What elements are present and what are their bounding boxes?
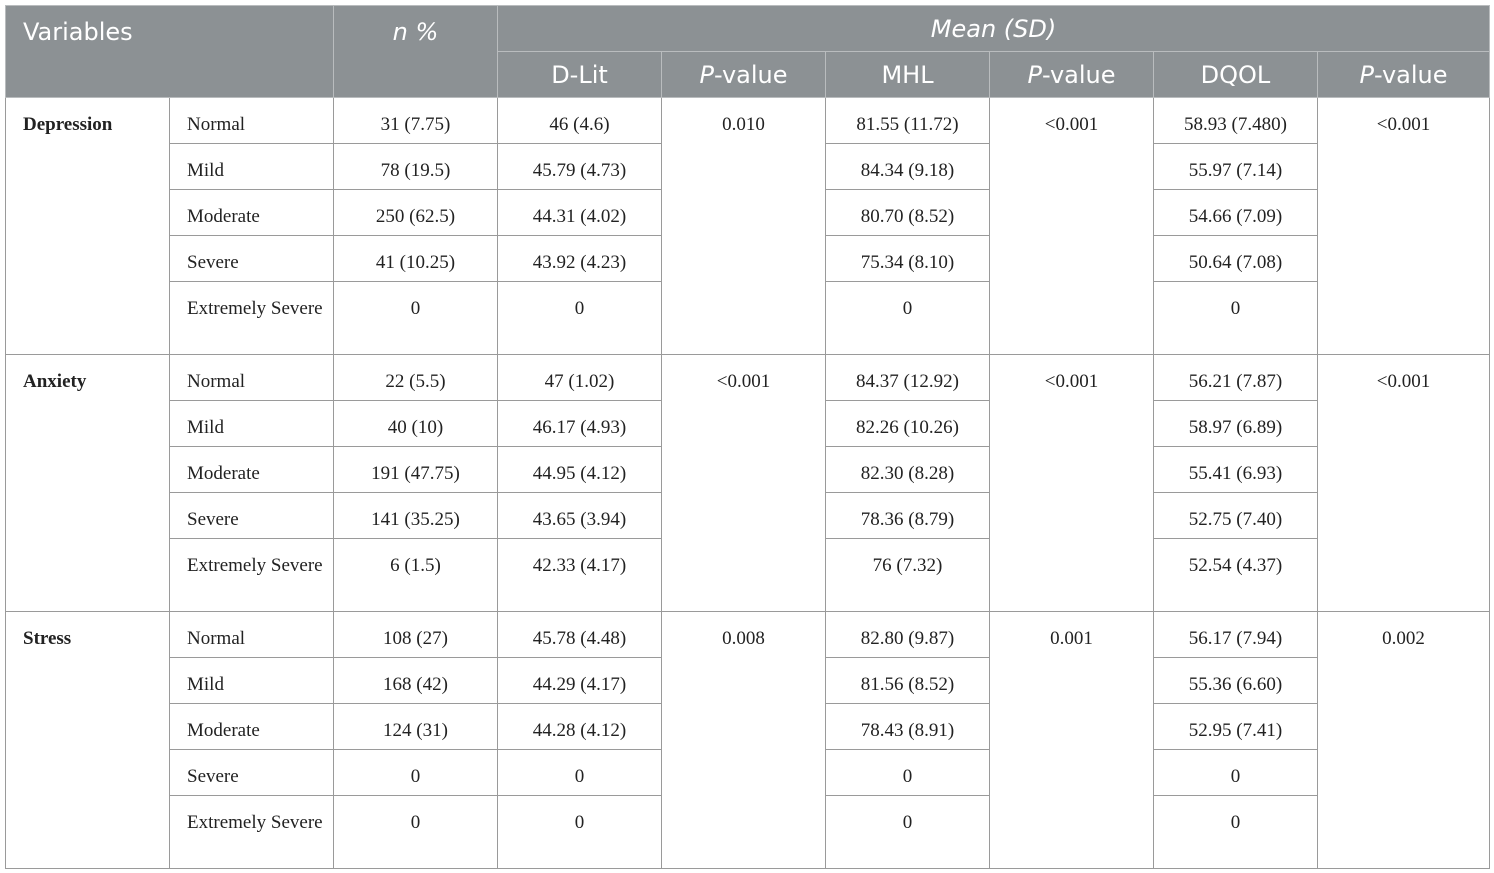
dqol-cell: 54.66 (7.09) bbox=[1154, 190, 1318, 236]
n-percent-label: n % bbox=[392, 18, 439, 46]
group-label-anxiety: Anxiety bbox=[6, 355, 170, 612]
variables-header: Variables bbox=[6, 6, 334, 98]
p-suffix: -value bbox=[1373, 60, 1448, 89]
mhl-cell: 82.80 (9.87) bbox=[826, 612, 990, 658]
table-row bbox=[6, 98, 1490, 144]
mhl-cell: 78.36 (8.79) bbox=[826, 493, 990, 539]
dqol-cell: 0 bbox=[1154, 796, 1318, 869]
n-cell: 191 (47.75) bbox=[334, 447, 498, 493]
mhl-cell: 81.55 (11.72) bbox=[826, 98, 990, 144]
mhl-cell: 0 bbox=[826, 750, 990, 796]
n-cell: 250 (62.5) bbox=[334, 190, 498, 236]
n-cell: 78 (19.5) bbox=[334, 144, 498, 190]
dqol-cell: 58.93 (7.480) bbox=[1154, 98, 1318, 144]
n-cell: 40 (10) bbox=[334, 401, 498, 447]
p-letter: P bbox=[1359, 60, 1374, 89]
mhl-cell: 78.43 (8.91) bbox=[826, 704, 990, 750]
level-cell: Severe bbox=[170, 750, 334, 796]
mhl-cell: 0 bbox=[826, 282, 990, 355]
p-value-mhl-cell: 0.001 bbox=[990, 612, 1154, 869]
p-value-dqol-cell: 0.002 bbox=[1318, 612, 1490, 869]
dlit-cell: 43.65 (3.94) bbox=[498, 493, 662, 539]
p-letter: P bbox=[1027, 60, 1042, 89]
level-cell: Severe bbox=[170, 236, 334, 282]
level-cell: Mild bbox=[170, 658, 334, 704]
dlit-cell: 46.17 (4.93) bbox=[498, 401, 662, 447]
dqol-cell: 55.97 (7.14) bbox=[1154, 144, 1318, 190]
level-cell: Normal bbox=[170, 355, 334, 401]
dlit-cell: 43.92 (4.23) bbox=[498, 236, 662, 282]
p-value-dlit-cell: <0.001 bbox=[662, 355, 826, 612]
table-row bbox=[6, 612, 1490, 658]
dlit-cell: 47 (1.02) bbox=[498, 355, 662, 401]
dqol-cell: 50.64 (7.08) bbox=[1154, 236, 1318, 282]
group-label-stress: Stress bbox=[6, 612, 170, 869]
p-value-mhl-cell: <0.001 bbox=[990, 98, 1154, 355]
table-row bbox=[6, 355, 1490, 401]
n-cell: 31 (7.75) bbox=[334, 98, 498, 144]
mhl-cell: 80.70 (8.52) bbox=[826, 190, 990, 236]
dqol-cell: 52.54 (4.37) bbox=[1154, 539, 1318, 612]
level-cell: Mild bbox=[170, 144, 334, 190]
mean-sd-label: Mean (SD) bbox=[930, 14, 1057, 43]
level-cell: Normal bbox=[170, 98, 334, 144]
dlit-cell: 0 bbox=[498, 282, 662, 355]
mhl-cell: 82.30 (8.28) bbox=[826, 447, 990, 493]
dqol-cell: 0 bbox=[1154, 282, 1318, 355]
dlit-cell: 45.78 (4.48) bbox=[498, 612, 662, 658]
dlit-cell: 46 (4.6) bbox=[498, 98, 662, 144]
n-cell: 141 (35.25) bbox=[334, 493, 498, 539]
mhl-header: MHL bbox=[826, 52, 990, 98]
level-cell: Normal bbox=[170, 612, 334, 658]
results-table bbox=[5, 5, 1490, 869]
p-suffix: -value bbox=[1041, 60, 1116, 89]
dlit-cell: 44.95 (4.12) bbox=[498, 447, 662, 493]
mhl-cell: 76 (7.32) bbox=[826, 539, 990, 612]
p-suffix: -value bbox=[713, 60, 788, 89]
p-value-mhl-cell: <0.001 bbox=[990, 355, 1154, 612]
level-cell: Extremely Severe bbox=[170, 282, 334, 355]
mhl-cell: 84.37 (12.92) bbox=[826, 355, 990, 401]
n-percent-header bbox=[334, 6, 498, 98]
dqol-cell: 0 bbox=[1154, 750, 1318, 796]
mean-sd-header bbox=[498, 6, 1490, 52]
p-value-header-dqol bbox=[1318, 52, 1490, 98]
dlit-cell: 44.31 (4.02) bbox=[498, 190, 662, 236]
level-cell: Extremely Severe bbox=[170, 796, 334, 869]
dqol-cell: 56.21 (7.87) bbox=[1154, 355, 1318, 401]
level-cell: Moderate bbox=[170, 447, 334, 493]
n-cell: 6 (1.5) bbox=[334, 539, 498, 612]
p-value-dlit-cell: 0.008 bbox=[662, 612, 826, 869]
p-value-dqol-cell: <0.001 bbox=[1318, 98, 1490, 355]
p-value-dlit-cell: 0.010 bbox=[662, 98, 826, 355]
level-cell: Moderate bbox=[170, 190, 334, 236]
n-cell: 22 (5.5) bbox=[334, 355, 498, 401]
n-cell: 41 (10.25) bbox=[334, 236, 498, 282]
header-row-1 bbox=[6, 6, 1490, 52]
dqol-cell: 55.36 (6.60) bbox=[1154, 658, 1318, 704]
dqol-cell: 52.95 (7.41) bbox=[1154, 704, 1318, 750]
level-cell: Severe bbox=[170, 493, 334, 539]
level-cell: Moderate bbox=[170, 704, 334, 750]
n-cell: 0 bbox=[334, 796, 498, 869]
p-letter: P bbox=[699, 60, 714, 89]
table-body bbox=[6, 98, 1490, 869]
p-value-dqol-cell: <0.001 bbox=[1318, 355, 1490, 612]
dlit-cell: 0 bbox=[498, 750, 662, 796]
p-value-header-dlit bbox=[662, 52, 826, 98]
table-header bbox=[6, 6, 1490, 98]
dqol-cell: 52.75 (7.40) bbox=[1154, 493, 1318, 539]
dqol-cell: 56.17 (7.94) bbox=[1154, 612, 1318, 658]
dlit-cell: 44.29 (4.17) bbox=[498, 658, 662, 704]
dlit-header: D-Lit bbox=[498, 52, 662, 98]
n-cell: 0 bbox=[334, 750, 498, 796]
n-cell: 108 (27) bbox=[334, 612, 498, 658]
n-cell: 168 (42) bbox=[334, 658, 498, 704]
dqol-cell: 55.41 (6.93) bbox=[1154, 447, 1318, 493]
mhl-cell: 82.26 (10.26) bbox=[826, 401, 990, 447]
level-cell: Mild bbox=[170, 401, 334, 447]
dqol-header: DQOL bbox=[1154, 52, 1318, 98]
dlit-cell: 44.28 (4.12) bbox=[498, 704, 662, 750]
p-value-header-mhl bbox=[990, 52, 1154, 98]
level-cell: Extremely Severe bbox=[170, 539, 334, 612]
n-cell: 0 bbox=[334, 282, 498, 355]
group-label-depression: Depression bbox=[6, 98, 170, 355]
mhl-cell: 81.56 (8.52) bbox=[826, 658, 990, 704]
mhl-cell: 75.34 (8.10) bbox=[826, 236, 990, 282]
mhl-cell: 0 bbox=[826, 796, 990, 869]
n-cell: 124 (31) bbox=[334, 704, 498, 750]
dlit-cell: 0 bbox=[498, 796, 662, 869]
dlit-cell: 42.33 (4.17) bbox=[498, 539, 662, 612]
dlit-cell: 45.79 (4.73) bbox=[498, 144, 662, 190]
mhl-cell: 84.34 (9.18) bbox=[826, 144, 990, 190]
dqol-cell: 58.97 (6.89) bbox=[1154, 401, 1318, 447]
